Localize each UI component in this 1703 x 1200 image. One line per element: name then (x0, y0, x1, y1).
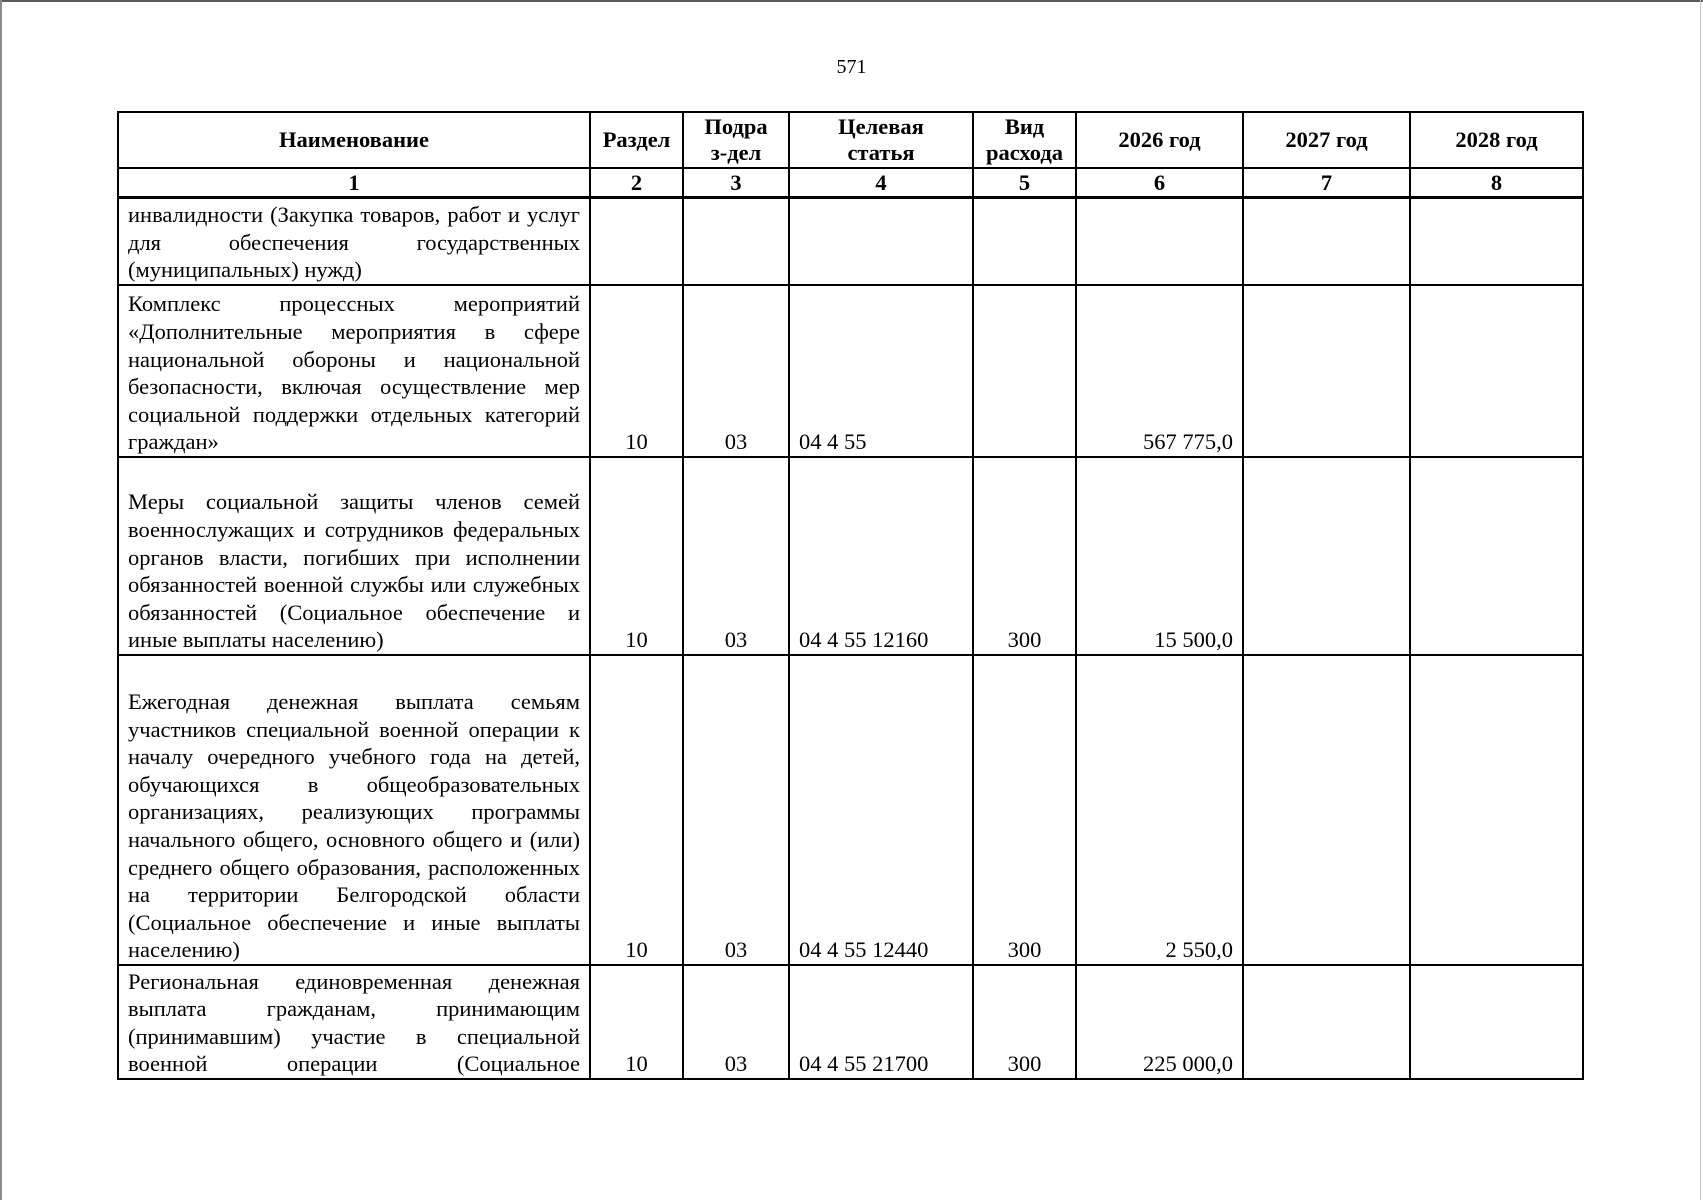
column-number: 3 (683, 168, 789, 198)
header-2028: 2028 год (1410, 112, 1583, 168)
table-row (118, 965, 1583, 1079)
row-vid: 300 (973, 457, 1076, 655)
row-vid: 300 (973, 655, 1076, 965)
row-razdel (590, 198, 683, 286)
row-vid (973, 198, 1076, 286)
header-target-text: Целевая статья (838, 114, 924, 165)
table-row (118, 457, 1583, 655)
column-number: 2 (590, 168, 683, 198)
table-row (118, 655, 1583, 965)
header-2026: 2026 год (1076, 112, 1243, 168)
row-podrazdel: 03 (683, 965, 789, 1079)
row-target: 04 4 55 21700 (789, 965, 973, 1079)
row-2028 (1410, 285, 1583, 457)
row-2026 (1076, 198, 1243, 286)
row-name: Ежегодная денежная выплата семьям участников специальной военной операции к началу очередного учебного года на детей, обучающихся в общеобразовательных организациях, реализующих программы начального общего, основного общего и (или) среднего общего образования, расположенных на территории Белгородской области (Социальное обеспечение и иные выплаты населению) (118, 655, 590, 965)
row-2026: 2 550,0 (1076, 655, 1243, 965)
header-podrazdel (683, 112, 789, 168)
header-2027: 2027 год (1243, 112, 1410, 168)
column-number: 5 (973, 168, 1076, 198)
row-2028 (1410, 965, 1583, 1079)
header-vid-text: Вид расхода (985, 114, 1064, 165)
row-razdel: 10 (590, 285, 683, 457)
row-razdel: 10 (590, 655, 683, 965)
row-razdel: 10 (590, 965, 683, 1079)
row-2028 (1410, 655, 1583, 965)
row-2026: 15 500,0 (1076, 457, 1243, 655)
row-razdel: 10 (590, 457, 683, 655)
budget-table (117, 111, 1584, 1080)
row-target: 04 4 55 12440 (789, 655, 973, 965)
row-2028 (1410, 198, 1583, 286)
header-podrazdel-text: Подраз-дел (704, 114, 768, 165)
header-name: Наименование (118, 112, 590, 168)
column-number: 1 (118, 168, 590, 198)
column-number: 4 (789, 168, 973, 198)
row-2026: 567 775,0 (1076, 285, 1243, 457)
row-podrazdel: 03 (683, 457, 789, 655)
row-2026: 225 000,0 (1076, 965, 1243, 1079)
row-2027 (1243, 655, 1410, 965)
row-vid (973, 285, 1076, 457)
row-2027 (1243, 198, 1410, 286)
row-2027 (1243, 285, 1410, 457)
row-target: 04 4 55 12160 (789, 457, 973, 655)
column-number: 6 (1076, 168, 1243, 198)
row-2027 (1243, 965, 1410, 1079)
scan-edge-right (1700, 0, 1701, 1200)
header-razdel: Раздел (590, 112, 683, 168)
column-number-row (118, 168, 1583, 198)
page-number: 571 (836, 56, 867, 78)
row-podrazdel: 03 (683, 655, 789, 965)
row-name: Региональная единовременная денежная выплата гражданам, принимающим (принимавшим) участие в специальной военной операции (Социальное (118, 965, 590, 1079)
column-number: 7 (1243, 168, 1410, 198)
scan-edge-left (0, 0, 2, 1200)
column-number: 8 (1410, 168, 1583, 198)
row-vid: 300 (973, 965, 1076, 1079)
row-podrazdel (683, 198, 789, 286)
row-target: 04 4 55 (789, 285, 973, 457)
row-2027 (1243, 457, 1410, 655)
row-name: Меры социальной защиты членов семей военнослужащих и сотрудников федеральных органов власти, погибших при исполнении обязанностей военной службы или служебных обязанностей (Социальное обеспечение и иные выплаты населению) (118, 457, 590, 655)
header-row (118, 112, 1583, 168)
row-2028 (1410, 457, 1583, 655)
header-vid (973, 112, 1076, 168)
row-podrazdel: 03 (683, 285, 789, 457)
scan-edge-top (0, 0, 1703, 2)
table-row (118, 285, 1583, 457)
row-name: Комплекс процессных мероприятий «Дополнительные мероприятия в сфере национальной обороны и национальной безопасности, включая осуществление мер социальной поддержки отдельных категорий граждан» (118, 285, 590, 457)
row-target (789, 198, 973, 286)
row-name: инвалидности (Закупка товаров, работ и услуг для обеспечения государственных (муниципальных) нужд) (118, 198, 590, 286)
table-row (118, 198, 1583, 286)
header-target (789, 112, 973, 168)
